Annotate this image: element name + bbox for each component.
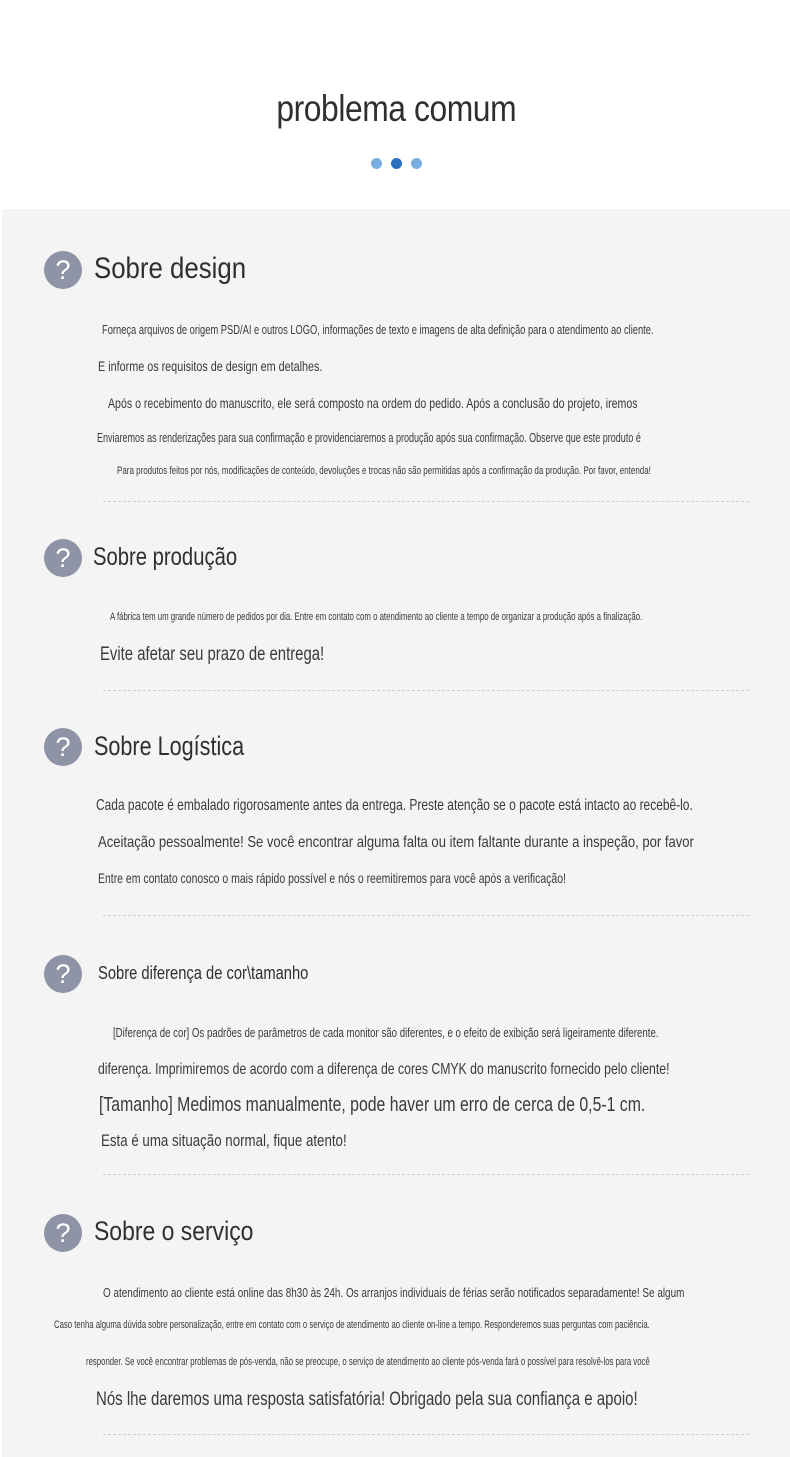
section-text: A fábrica tem um grande número de pedidos por dia. Entre em contato com o atendimento ao cliente a tempo de organizar a produção após a finalização. — [110, 611, 643, 623]
dashed-divider — [103, 501, 749, 502]
dashed-divider — [103, 690, 749, 691]
dashed-divider — [103, 1434, 749, 1435]
question-icon: ? — [44, 728, 82, 766]
section-text: Nós lhe daremos uma resposta satisfatória! Obrigado pela sua confiança e apoio! — [96, 1389, 638, 1410]
dot-2 — [391, 158, 402, 169]
section-title: Sobre design — [94, 252, 247, 285]
question-icon: ? — [44, 1214, 82, 1252]
section-title: Sobre produção — [93, 543, 238, 571]
section-text: Entre em contato conosco o mais rápido possível e nós o reemitiremos para você após a verificação! — [98, 870, 566, 886]
dot-1 — [371, 158, 382, 169]
dot-3 — [411, 158, 422, 169]
page-title: problema comum — [276, 88, 517, 129]
section-title: Sobre o serviço — [94, 1216, 254, 1246]
section-text: Após o recebimento do manuscrito, ele será composto na ordem do pedido. Após a conclusão do projeto, iremos — [108, 395, 638, 411]
section-text: O atendimento ao cliente está online das 8h30 às 24h. Os arranjos individuais de férias serão notificados separadamente! Se algum — [103, 1285, 685, 1300]
section-text: Evite afetar seu prazo de entrega! — [100, 644, 325, 665]
section-text: Para produtos feitos por nós, modificações de conteúdo, devoluções e trocas não são permitidas após a confirmação da produção. Por favor, entenda! — [117, 465, 651, 477]
section-text: [Tamanho] Medimos manualmente, pode haver um erro de cerca de 0,5-1 cm. — [99, 1094, 646, 1116]
dashed-divider — [103, 915, 749, 916]
section-text: Enviaremos as renderizações para sua confirmação e providenciaremos a produção após sua confirmação. Observe que este produto é — [97, 430, 641, 445]
question-icon: ? — [44, 539, 82, 577]
section-title: Sobre diferença de cor\tamanho — [98, 963, 309, 983]
section-text: diferença. Imprimiremos de acordo com a diferença de cores CMYK do manuscrito fornecido pelo cliente! — [98, 1061, 670, 1078]
section-text: Forneça arquivos de origem PSD/AI e outros LOGO, informações de texto e imagens de alta definição para o atendimento ao cliente. — [102, 322, 654, 337]
section-text: Caso tenha alguma dúvida sobre personalização, entre em contato com o serviço de atendimento ao cliente on-line a tempo. Responderemos suas perguntas com paciência. — [54, 1319, 650, 1331]
dashed-divider — [103, 1174, 749, 1175]
section-text: E informe os requisitos de design em detalhes. — [98, 358, 323, 374]
header — [0, 0, 790, 209]
question-icon: ? — [44, 251, 82, 289]
section-text: Cada pacote é embalado rigorosamente antes da entrega. Preste atenção se o pacote está intacto ao recebê-lo. — [96, 797, 693, 814]
section-text: responder. Se você encontrar problemas de pós-venda, não se preocupe, o serviço de atendimento ao cliente pós-venda fará o possível para resolvê-los para você — [86, 1356, 650, 1368]
section-text: Esta é uma situação normal, fique atento! — [101, 1131, 347, 1150]
section-text: [Diferença de cor] Os padrões de parâmetros de cada monitor são diferentes, e o efeito de exibição será ligeiramente diferente. — [113, 1025, 659, 1040]
section-title: Sobre Logística — [94, 731, 245, 761]
section-text: Aceitação pessoalmente! Se você encontrar alguma falta ou item faltante durante a inspeção, por favor — [98, 834, 694, 851]
dot-indicator — [371, 158, 427, 170]
question-icon: ? — [44, 955, 82, 993]
